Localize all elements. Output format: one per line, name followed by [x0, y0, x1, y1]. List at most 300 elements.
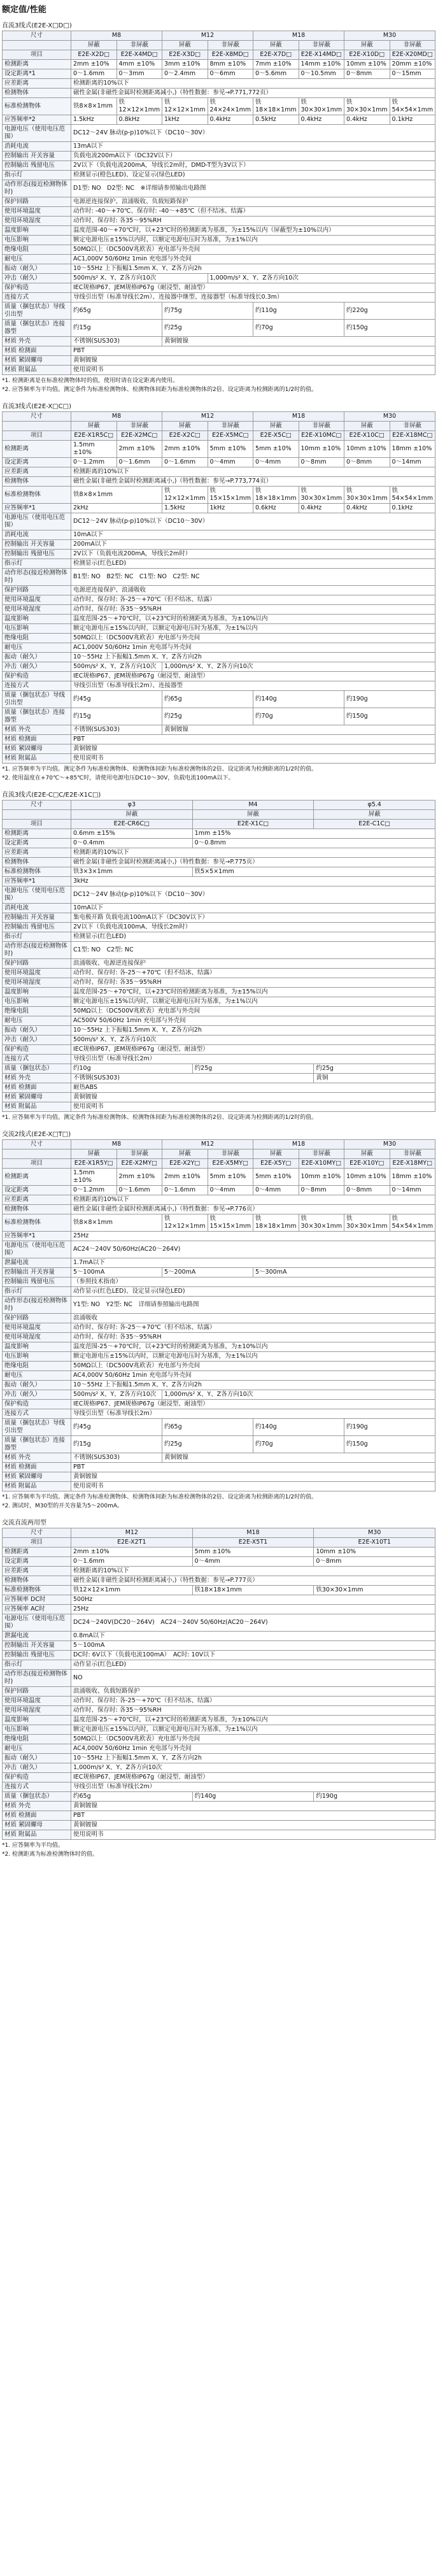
table-cell: 使用说明书 [71, 1102, 435, 1112]
table-row [3, 1632, 435, 1641]
table-cell: 检测距离的10%以下 [71, 467, 435, 477]
table-cell: 0～1.6mm [162, 1186, 208, 1195]
table-cell: 铁54×54×1mm [390, 98, 435, 115]
table-cell: 铁12×12×1mm [117, 98, 162, 115]
table-cell: 10mm ±10% [344, 441, 390, 458]
section-title: 直流3线式(E2E-X□D□) [2, 22, 72, 29]
row-label: 检测距离 [3, 60, 71, 69]
table-cell: 0～8mm [344, 458, 390, 467]
table-cell: 0.6kHz [253, 504, 299, 513]
table-cell: E2E-X1C□ [192, 820, 314, 829]
table-cell: 0～5.6mm [253, 69, 299, 79]
row-label: 检测距离 [3, 1169, 71, 1186]
table-cell: 25Hz [71, 1232, 435, 1241]
table-row [3, 624, 435, 634]
row-label: 材质 紧固螺母 [3, 1472, 71, 1482]
table-cell: 10mm ±10% [344, 60, 390, 69]
table-cell: 检测显示(红色LED) [71, 932, 435, 942]
table-cell: 导线引出型（标准导线长2m） [71, 1783, 435, 1792]
table-cell: 非屏蔽 [117, 1149, 162, 1159]
row-label: 材质 外壳 [3, 1074, 71, 1083]
row-label: 检测距离 [3, 1548, 71, 1557]
table-cell: 约25g [162, 708, 253, 725]
table-cell: 0.4kHz [344, 115, 390, 125]
spec-table [2, 31, 435, 375]
row-label: 泄漏电流 [3, 1258, 71, 1268]
row-label: 绝缘电阻 [3, 1362, 71, 1371]
table-row [3, 1314, 435, 1323]
table-cell: IEC规格IP67、JEM规格IP67g（耐浸型、耐油型） [71, 1773, 435, 1783]
table-row [3, 115, 435, 125]
header-row [3, 31, 435, 41]
row-label: 检测物体 [3, 477, 71, 487]
table-cell: 5～300mA [253, 1268, 435, 1277]
table-cell: 使用说明书 [71, 1482, 435, 1491]
row-label: 控制输出 残留电压 [3, 1277, 71, 1287]
table-row [3, 681, 435, 691]
table-cell: 动作时、保存时: 各-25～+70℃（但不结冰、结露） [71, 969, 435, 978]
section-dc3-d [2, 17, 436, 398]
table-cell: 约65g [71, 302, 162, 320]
table-cell: 20mm ±10% [390, 60, 435, 69]
row-label: 控制输出 开关容量 [3, 1641, 71, 1651]
row-label: 应差距离 [3, 1567, 71, 1576]
table-cell: 10～55Hz 上下振幅1.5mm X、Y、Z各方向2h [71, 264, 435, 274]
table-cell: 不锈钢(SUS303) [71, 725, 162, 735]
table-cell: 约150g [344, 708, 435, 725]
table-cell: 500m/s² X、Y、Z各方向10次 [71, 1035, 435, 1045]
table-cell: IEC规格IP67、JEM规格IP67g（耐浸型、耐油型） [71, 283, 435, 293]
row-label: 材质 检测面 [3, 1083, 71, 1093]
table-cell: 2V以下（负载电流200mA，导线长2m时） [71, 550, 435, 559]
row-label: 设定距离 [3, 1186, 71, 1195]
row-label: 材质 检测面 [3, 1463, 71, 1472]
row-label: 尺寸 [3, 1140, 71, 1149]
row-label: 指示灯 [3, 559, 71, 569]
table-row [3, 886, 435, 904]
row-label: 标准检测物体 [3, 867, 71, 877]
table-cell: E2E-X2Y□ [162, 1159, 208, 1169]
spec-table [2, 411, 435, 764]
table-cell: 磁性金属(非磁性金属时检测距离减小,)（特性数据：参见→P.775页） [71, 858, 435, 867]
row-label: 设定距离*1 [3, 69, 71, 79]
table-row [3, 293, 435, 302]
table-cell: 屏蔽 [162, 422, 208, 431]
table-cell: 非屏蔽 [117, 422, 162, 431]
table-row [3, 1641, 435, 1651]
table-cell: 铁18×18×1mm [253, 1214, 299, 1232]
table-cell: 2mm ±10% [71, 60, 117, 69]
row-label: 保护回路 [3, 959, 71, 969]
table-cell: 铁12×12×1mm [162, 1214, 208, 1232]
table-cell: 0～6mm [208, 69, 253, 79]
table-cell: M12 [162, 1140, 253, 1149]
table-cell: 1.7mA以下 [71, 1258, 435, 1268]
table-row [3, 504, 435, 513]
row-label: 质量（捆包状态）导线引出型 [3, 1419, 71, 1436]
table-row [3, 1026, 435, 1035]
row-label: 标准检测物体 [3, 1586, 71, 1595]
row-label: 振动（耐久） [3, 264, 71, 274]
table-row [3, 1169, 435, 1186]
table-row [3, 1783, 435, 1792]
table-cell: 2V以下（负载电流100mA、导线长2m时） [71, 923, 435, 932]
table-cell: 非屏蔽 [390, 1149, 435, 1159]
row-label: 材质 紧固螺母 [3, 1821, 71, 1830]
table-cell: 屏蔽 [314, 810, 435, 820]
row-label: 温度影响 [3, 1342, 71, 1352]
table-cell: 铁18×18×1mm [253, 487, 299, 504]
table-cell: M8 [71, 412, 162, 422]
table-cell: 500m/s² X、Y、Z各方向10次 [71, 274, 208, 283]
table-cell: IEC规格IP67、JEM规格IP67g（耐浸型、耐油型） [71, 1400, 435, 1409]
row-label: 质量（捆包状态）连接器型 [3, 320, 71, 337]
table-row [3, 662, 435, 672]
table-cell: 0.5kHz [253, 115, 299, 125]
table-cell: 0～4mm [208, 458, 253, 467]
table-row [3, 1605, 435, 1614]
row-label: 使用环境温度 [3, 207, 71, 217]
table-cell: 0～3mm [117, 69, 162, 79]
table-cell: M18 [253, 31, 344, 41]
table-cell: 黄铜镀镍 [71, 1472, 435, 1482]
table-cell: 0～0.8mm [192, 839, 435, 848]
table-cell: 10mm ±10% [314, 1548, 435, 1557]
row-label: 检测距离 [3, 829, 71, 839]
table-row [3, 197, 435, 207]
table-cell: 屏蔽 [71, 41, 117, 50]
table-cell: 电源逆连接保护、浪涌吸收、负载短路保护 [71, 197, 435, 207]
table-cell: 检测显示(红色LED) [71, 559, 435, 569]
table-row [3, 458, 435, 467]
table-cell: 0～1.2mm [71, 1186, 117, 1195]
table-cell: 0～10.5mm [299, 69, 344, 79]
table-cell: M30 [344, 1140, 435, 1149]
table-row [3, 1381, 435, 1390]
table-cell: 0～4mm [208, 1186, 253, 1195]
table-row [3, 1735, 435, 1744]
table-cell: 动作时、保存时: 各35～95%RH [71, 1333, 435, 1342]
row-label: 指示灯 [3, 932, 71, 942]
table-row [3, 60, 435, 69]
table-row [3, 1016, 435, 1026]
table-cell: 铁8×8×1mm [71, 487, 162, 504]
table-cell: 2mm ±10% [117, 441, 162, 458]
row-label: 控制输出 开关容量 [3, 913, 71, 923]
table-cell: 约15g [71, 320, 162, 337]
table-cell: 使用说明书 [71, 366, 435, 375]
footnote: *1. 应答频率为平均值。测定条件为标准检测物体、检测物体间距为标准检测物体的2倍、设定距离为检测距离的1/2时的值。 [2, 766, 318, 772]
row-label: 振动（耐久） [3, 653, 71, 662]
table-row [3, 1811, 435, 1821]
table-cell: 1.5kHz [71, 115, 117, 125]
table-cell: 屏蔽 [344, 1149, 390, 1159]
table-cell: PBT [71, 735, 435, 744]
table-cell: 铁12×12×1mm [162, 98, 208, 115]
header-row [3, 1149, 435, 1159]
row-label: 质量（捆包状态） [3, 1064, 71, 1074]
table-cell: 约25g [162, 1436, 253, 1453]
table-row [3, 467, 435, 477]
row-label: 保护构造 [3, 1773, 71, 1783]
footnote: *1. 应答频率为平均值。测定条件为标准检测物体、检测物体间距为标准检测物体的2倍、设定距离为检测距离的1/2时的值。 [2, 1494, 318, 1500]
table-cell: E2E-X20MD□ [390, 50, 435, 60]
table-cell: 铁15×15×1mm [208, 487, 253, 504]
table-row [3, 858, 435, 867]
table-cell: 导线引出型（标准导线长2m） [71, 1055, 435, 1064]
table-cell: E2E-X10MY□ [299, 1159, 344, 1169]
row-label: 冲击（耐久） [3, 1035, 71, 1045]
table-cell: 1kHz [162, 115, 208, 125]
table-cell: C1型: NO C2型: NC [71, 942, 435, 959]
row-label: 指示灯 [3, 1660, 71, 1670]
table-cell: 约45g [71, 691, 162, 708]
table-cell: 0～14mm [390, 458, 435, 467]
table-row [3, 586, 435, 595]
table-cell: 约65g [71, 1792, 193, 1802]
table-cell: 非屏蔽 [299, 41, 344, 50]
row-label: 标准检测物体 [3, 98, 71, 115]
table-row [3, 1557, 435, 1567]
table-row [3, 1754, 435, 1763]
table-cell: 约140g [253, 691, 344, 708]
table-cell: 铁30×30×1mm [314, 1586, 435, 1595]
row-label: 电源电压（使用电压范围） [3, 125, 71, 142]
row-label: 材质 附属品 [3, 1830, 71, 1840]
row-label: 绝缘电阻 [3, 634, 71, 643]
table-cell: 非屏蔽 [390, 41, 435, 50]
table-cell: 铁8×8×1mm [71, 1214, 162, 1232]
table-row [3, 615, 435, 624]
row-label: 绝缘电阻 [3, 245, 71, 255]
table-row [3, 1792, 435, 1802]
table-cell: 10mA以下 [71, 904, 435, 913]
row-label: 应差距离 [3, 848, 71, 858]
table-cell: 铁3×3×1mm [71, 867, 193, 877]
table-row [3, 1725, 435, 1735]
table-cell: 屏蔽 [253, 41, 299, 50]
table-cell: 温度范围-25～+70℃时，以+23℃时的检测距离为基准，为±10%以内 [71, 615, 435, 624]
table-cell: 0～8mm [299, 458, 344, 467]
row-label: 尺寸 [3, 31, 71, 41]
row-label: 振动（耐久） [3, 1026, 71, 1035]
table-cell: 2mm ±10% [162, 441, 208, 458]
section-title: 直流3线式(E2E-X□C□) [2, 403, 72, 410]
table-cell: M8 [71, 1140, 162, 1149]
table-cell: E2E-X5MY□ [208, 1159, 253, 1169]
header-row [3, 50, 435, 60]
table-row [3, 1045, 435, 1055]
table-cell: 10～55Hz 上下振幅1.5mm X、Y、Z各方向2h [71, 1026, 435, 1035]
table-cell: 额定电源电压±15%以内时，以额定电源电压时为基准，为±1%以内 [71, 1725, 435, 1735]
row-label: 项目 [3, 1159, 71, 1169]
row-label: 质量（捆包状态） [3, 1792, 71, 1802]
table-row [3, 283, 435, 293]
table-cell: 5mm ±10% [192, 1548, 314, 1557]
table-row [3, 1651, 435, 1660]
row-label: 电压影响 [3, 997, 71, 1007]
table-cell: 约140g [253, 1419, 344, 1436]
table-cell: 2V以下（负载电流200mA，导线长2m时，DMD-T型为3V以下） [71, 161, 435, 171]
row-label: 检测物体 [3, 89, 71, 98]
footnote: *1. 应答频率为平均值。测定条件为标准检测物体、检测物体间距为标准检测物体的2倍、设定距离为检测距离的1/2时的值。 [2, 1114, 318, 1121]
table-cell: 3kHz [71, 877, 435, 886]
table-cell: 额定电源电压±15%以内时，以额定电源电压时为基准，为±1%以内 [71, 624, 435, 634]
table-cell: DC24～240V(DC20～264V) AC24～240V 50/60Hz(AC20～264V) [71, 1614, 435, 1632]
row-label: 耐电压 [3, 643, 71, 653]
header-row [3, 1159, 435, 1169]
table-row [3, 653, 435, 662]
table-cell: 动作时、保存时: 各-25～+70℃（但不结冰、结露） [71, 1697, 435, 1706]
table-cell: 黄铜镀镍 [71, 356, 435, 366]
table-cell: 0～8mm [299, 1186, 344, 1195]
footnote: *2. 检测距离为标准检测物体时的值。 [2, 1851, 98, 1858]
footnote: *2. 测试时，M30型的开关容量为5～200mA。 [2, 1503, 123, 1509]
header-row [3, 820, 435, 829]
table-cell: 铁30×30×1mm [344, 98, 390, 115]
table-cell: IEC规格IP67、JEM规格IP67g（耐浸型、耐油型） [71, 1045, 435, 1055]
table-cell: 温度范围-25～+70℃时，以+23℃时的检测距离为基准，为±10%以内 [71, 1342, 435, 1352]
section-title: 直流3线式(E2E-C□C/E2E-X1C□) [2, 792, 101, 799]
table-cell: 额定电源电压±15%以内时，以额定电源电压时为基准，为±1%以内 [71, 997, 435, 1007]
table-cell: 5～100mA [71, 1641, 435, 1651]
table-cell: 耐热ABS [71, 1083, 435, 1093]
section-dc3-small [2, 786, 436, 1126]
table-cell: 2mm ±10% [162, 1169, 208, 1186]
table-cell: E2E-X5MC□ [208, 431, 253, 441]
table-cell: 屏蔽 [253, 1149, 299, 1159]
table-cell: PBT [71, 1811, 435, 1821]
row-label: 材质 附属品 [3, 1102, 71, 1112]
row-label: 材质 检测面 [3, 735, 71, 744]
table-row [3, 550, 435, 559]
table-row [3, 245, 435, 255]
row-label: 电源电压（使用电压范围） [3, 513, 71, 530]
table-cell: E2E-X5C□ [253, 431, 299, 441]
table-row [3, 1802, 435, 1811]
table-cell: 1,000m/s² X、Y、Z各方向10次 [162, 662, 435, 672]
table-cell: 5mm ±10% [253, 441, 299, 458]
spec-table [2, 1528, 435, 1840]
table-row [3, 1595, 435, 1605]
table-cell: 500Hz [71, 1595, 435, 1605]
table-cell: 0～1.6mm [117, 1186, 162, 1195]
table-row [3, 1241, 435, 1258]
table-row [3, 69, 435, 79]
table-cell: 温度范围-25～+70℃时，以+23℃时的检测距离为基准，为±10%以内 [71, 1716, 435, 1725]
row-label: 电源电压（使用电压范围） [3, 1614, 71, 1632]
table-cell: M18 [253, 412, 344, 422]
row-label: 保护构造 [3, 672, 71, 681]
row-label: 使用环境温度 [3, 969, 71, 978]
footnote: *2. 使用温度在+70℃～+85℃时，请使用电源电压DC10～30V，负载电流100mA以下。 [2, 775, 234, 781]
table-cell: E2E-X10MC□ [299, 431, 344, 441]
table-row [3, 569, 435, 586]
row-label: 耐电压 [3, 1016, 71, 1026]
table-cell: 约220g [344, 302, 435, 320]
table-row [3, 1697, 435, 1706]
table-row [3, 487, 435, 504]
row-label: 材质 紧固螺母 [3, 356, 71, 366]
table-cell: DC时: 6V以下（负载电流100mA） AC时: 10V以下 [71, 1651, 435, 1660]
table-cell: 3mm ±10% [162, 60, 208, 69]
table-row [3, 1333, 435, 1342]
table-cell: 约15g [71, 708, 162, 725]
table-row [3, 441, 435, 458]
table-cell: E2E-X7D□ [253, 50, 299, 60]
table-row [3, 142, 435, 152]
table-cell: 非屏蔽 [390, 422, 435, 431]
table-row [3, 79, 435, 89]
row-label: 设定距离 [3, 1557, 71, 1567]
row-label: 动作形态(接近检测物体时) [3, 1297, 71, 1314]
table-cell: 0.4kHz [208, 115, 253, 125]
table-row [3, 1660, 435, 1670]
table-cell: 50MΩ以上（DC500V兆欧表）充电部与外壳间 [71, 245, 435, 255]
table-cell: M12 [162, 412, 253, 422]
table-row [3, 1093, 435, 1102]
table-cell: 约70g [253, 708, 344, 725]
row-label: 材质 附属品 [3, 1482, 71, 1491]
table-cell: 非屏蔽 [299, 422, 344, 431]
table-cell: 铁24×24×1mm [208, 98, 253, 115]
table-row [3, 1102, 435, 1112]
table-row [3, 959, 435, 969]
table-cell: 动作时、保存时: 各35～95%RH [71, 605, 435, 615]
table-cell: 浪涌吸收 [71, 1314, 435, 1323]
table-cell: 动作时、保存时: 各-25～+70℃（但不结冰、结露） [71, 595, 435, 605]
table-cell: 约150g [344, 320, 435, 337]
table-row [3, 1586, 435, 1595]
table-cell: 1,000m/s² X、Y、Z各方向10次 [162, 1390, 435, 1400]
table-row [3, 839, 435, 848]
table-cell: 500m/s² X、Y、Z各方向10次 [71, 662, 162, 672]
table-cell: 屏蔽 [344, 41, 390, 50]
notes [2, 1112, 436, 1126]
table-cell: 非屏蔽 [299, 1149, 344, 1159]
table-row [3, 744, 435, 754]
table-cell: 50MΩ以上（DC500V兆欧表）充电部与外壳间 [71, 1362, 435, 1371]
table-cell: 500m/s² X、Y、Z各方向10次 [71, 1390, 162, 1400]
row-label: 电压影响 [3, 1352, 71, 1362]
table-cell: M12 [71, 1528, 193, 1538]
header-row [3, 801, 435, 810]
row-label: 材质 外壳 [3, 725, 71, 735]
table-row [3, 1670, 435, 1687]
table-cell: 磁性金属(非磁性金属时检测距离减小,)（特性数据：参见→P.771,772页） [71, 89, 435, 98]
table-cell: 约190g [314, 1792, 435, 1802]
table-cell: PBT [71, 346, 435, 356]
table-row [3, 867, 435, 877]
table-cell: 0.4kHz [299, 504, 344, 513]
row-label: 材质 紧固螺母 [3, 1093, 71, 1102]
row-label: 材质 检测面 [3, 1811, 71, 1821]
row-label: 消耗电流 [3, 142, 71, 152]
table-cell: 负载电流200mA以下（DC32V以下） [71, 152, 435, 161]
table-cell: 0～8mm [314, 1557, 435, 1567]
table-cell: 铁54×54×1mm [390, 487, 435, 504]
table-cell: 动作时: -40～+70℃、保存时: -40～+85℃（但不结冰、结露） [71, 207, 435, 217]
row-label: 电源电压（使用电压范围） [3, 886, 71, 904]
table-cell: 电源逆连接保护、浪涌吸收 [71, 586, 435, 595]
table-cell: 动作显示(红色LED) [71, 1660, 435, 1670]
row-label: 控制输出 残留电压 [3, 923, 71, 932]
table-cell: M12 [162, 31, 253, 41]
table-cell: 约65g [162, 691, 253, 708]
table-cell: 集电极开路 负载电流100mA以下（DC30V以下） [71, 913, 435, 923]
table-row [3, 829, 435, 839]
table-row [3, 236, 435, 245]
